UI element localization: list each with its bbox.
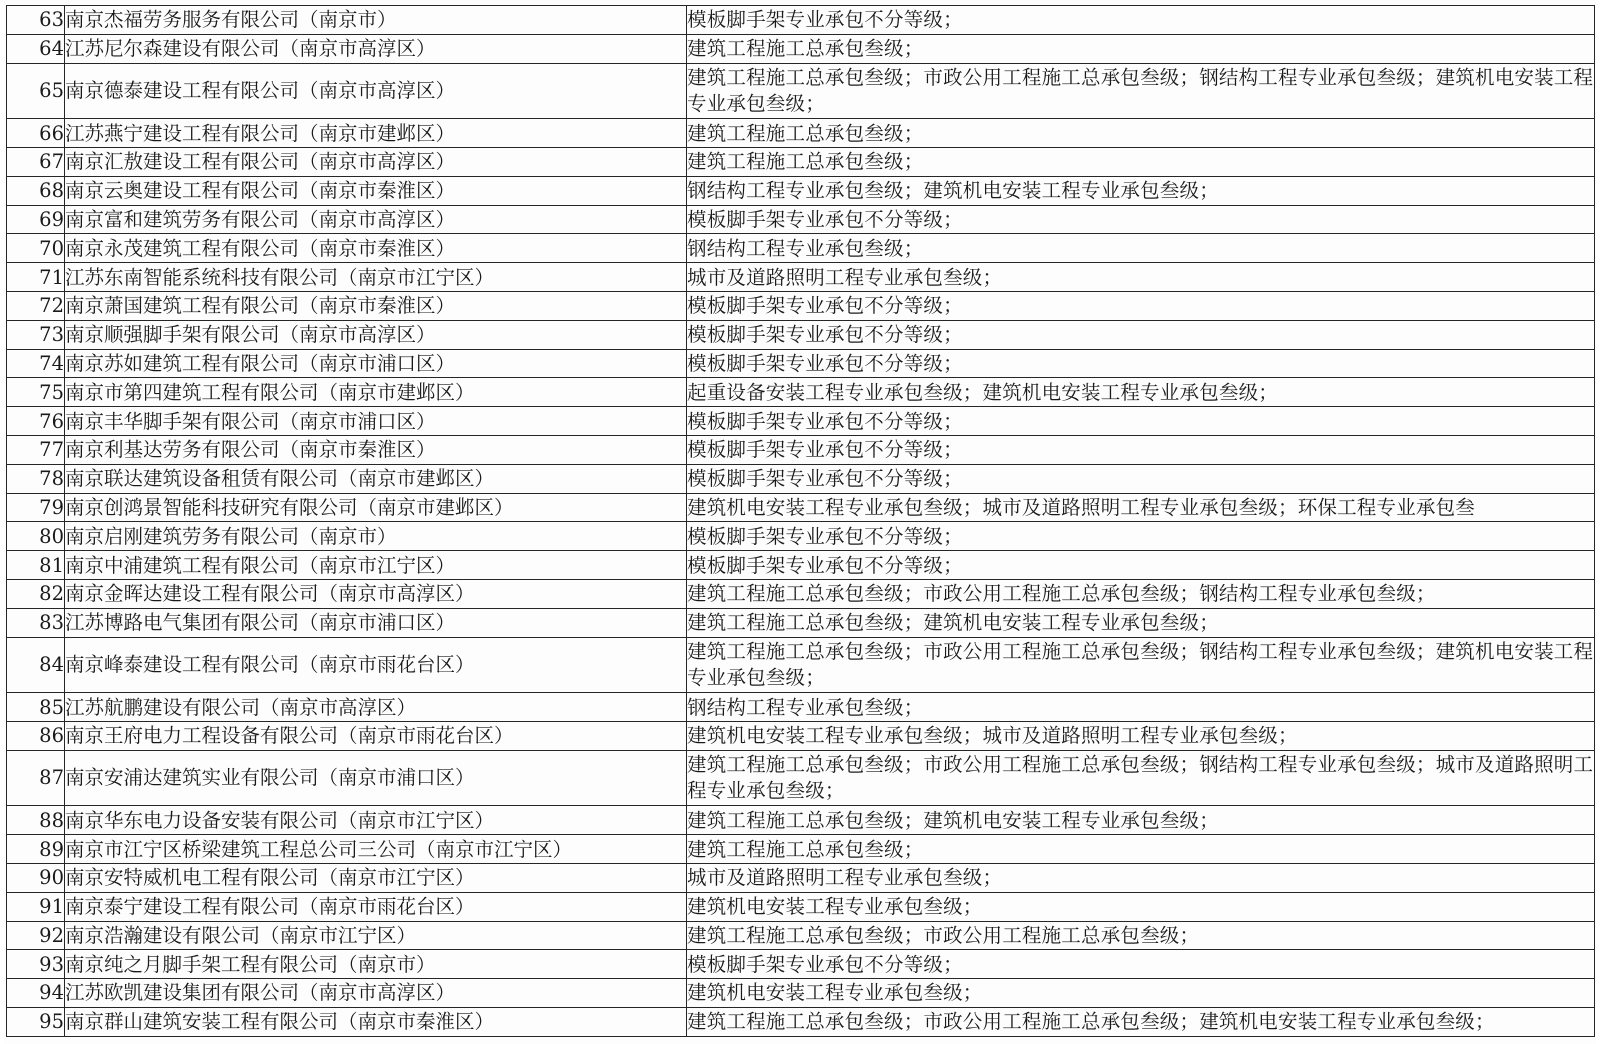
table-row [7, 551, 1595, 580]
row-number: 75 [7, 378, 65, 407]
row-number: 66 [7, 119, 65, 148]
qualification-scope-text: 建筑工程施工总承包叁级；市政公用工程施工总承包叁级；钢结构工程专业承包叁级；城市及道路照明工程专业承包叁级； [687, 753, 1594, 803]
qualification-scope-text: 建筑工程施工总承包叁级；市政公用工程施工总承包叁级；钢结构工程专业承包叁级；建筑机电安装工程专业承包叁级； [687, 65, 1594, 115]
qualification-scope [687, 205, 1595, 234]
qualification-scope [687, 863, 1595, 892]
qualification-scope [687, 349, 1595, 378]
qualification-scope-text: 钢结构工程专业承包叁级； [687, 236, 924, 260]
company-name: 江苏航鹏建设有限公司（南京市高淳区） [65, 693, 687, 722]
company-name: 江苏尼尔森建设有限公司（南京市高淳区） [65, 34, 687, 63]
table-row [7, 806, 1595, 835]
company-name: 江苏东南智能系统科技有限公司（南京市江宁区） [65, 263, 687, 292]
qualification-scope [687, 637, 1595, 693]
qualification-scope [687, 721, 1595, 750]
row-number: 84 [7, 637, 65, 693]
company-name: 南京浩瀚建设有限公司（南京市江宁区） [65, 921, 687, 950]
qualification-scope [687, 263, 1595, 292]
company-name: 南京丰华脚手架有限公司（南京市浦口区） [65, 407, 687, 436]
qualification-scope-text: 建筑工程施工总承包叁级；市政公用工程施工总承包叁级；建筑机电安装工程专业承包叁级； [687, 1010, 1495, 1034]
table-row [7, 721, 1595, 750]
qualification-scope-text: 建筑工程施工总承包叁级；市政公用工程施工总承包叁级；钢结构工程专业承包叁级； [687, 582, 1436, 606]
row-number: 71 [7, 263, 65, 292]
qualification-scope-text: 模板脚手架专业承包不分等级； [687, 467, 963, 491]
row-number: 65 [7, 63, 65, 119]
company-name: 南京永茂建筑工程有限公司（南京市秦淮区） [65, 234, 687, 263]
company-name: 南京华东电力设备安装有限公司（南京市江宁区） [65, 806, 687, 835]
qualification-scope-text: 钢结构工程专业承包叁级； [687, 695, 924, 719]
qualification-scope [687, 835, 1595, 864]
qualification-scope-text: 建筑工程施工总承包叁级；建筑机电安装工程专业承包叁级； [687, 808, 1219, 832]
company-name: 南京纯之月脚手架工程有限公司（南京市） [65, 950, 687, 979]
qualification-scope-text: 模板脚手架专业承包不分等级； [687, 952, 963, 976]
company-name: 南京云奥建设工程有限公司（南京市秦淮区） [65, 176, 687, 205]
row-number: 85 [7, 693, 65, 722]
row-number: 83 [7, 608, 65, 637]
qualification-scope [687, 234, 1595, 263]
table-row [7, 522, 1595, 551]
company-name: 江苏燕宁建设工程有限公司（南京市建邺区） [65, 119, 687, 148]
table-row [7, 637, 1595, 693]
qualification-scope-text: 建筑工程施工总承包叁级；市政公用工程施工总承包叁级；钢结构工程专业承包叁级；建筑机电安装工程专业承包叁级； [687, 639, 1594, 689]
row-number: 64 [7, 34, 65, 63]
qualification-scope [687, 63, 1595, 119]
qualification-scope [687, 147, 1595, 176]
row-number: 74 [7, 349, 65, 378]
qualification-scope [687, 806, 1595, 835]
row-number: 89 [7, 835, 65, 864]
qualification-scope-text: 建筑机电安装工程专业承包叁级； [687, 981, 983, 1005]
row-number: 94 [7, 979, 65, 1008]
qualification-scope [687, 921, 1595, 950]
qualification-scope-text: 模板脚手架专业承包不分等级； [687, 323, 963, 347]
row-number: 79 [7, 493, 65, 522]
qualification-scope-text: 建筑工程施工总承包叁级；建筑机电安装工程专业承包叁级； [687, 611, 1219, 635]
table-row [7, 1007, 1595, 1036]
company-name: 南京群山建筑安装工程有限公司（南京市秦淮区） [65, 1007, 687, 1036]
qualification-scope [687, 551, 1595, 580]
company-name: 南京金晖达建设工程有限公司（南京市高淳区） [65, 579, 687, 608]
table-row [7, 435, 1595, 464]
qualification-scope [687, 34, 1595, 63]
qualification-scope-text: 模板脚手架专业承包不分等级； [687, 524, 963, 548]
table-row [7, 349, 1595, 378]
table-row [7, 6, 1595, 35]
table-row [7, 176, 1595, 205]
row-number: 82 [7, 579, 65, 608]
row-number: 93 [7, 950, 65, 979]
qualification-scope [687, 176, 1595, 205]
qualification-scope-text: 模板脚手架专业承包不分等级； [687, 351, 963, 375]
qualification-scope-text: 建筑工程施工总承包叁级； [687, 837, 924, 861]
row-number: 70 [7, 234, 65, 263]
qualification-scope-text: 建筑工程施工总承包叁级； [687, 150, 924, 174]
qualification-scope-text: 模板脚手架专业承包不分等级； [687, 409, 963, 433]
company-name: 南京市第四建筑工程有限公司（南京市建邺区） [65, 378, 687, 407]
company-name: 南京泰宁建设工程有限公司（南京市雨花台区） [65, 892, 687, 921]
qualification-scope-text: 建筑机电安装工程专业承包叁级；城市及道路照明工程专业承包叁级；环保工程专业承包叁 [687, 495, 1476, 519]
qualification-scope-text: 建筑工程施工总承包叁级； [687, 121, 924, 145]
qualification-scope-text: 城市及道路照明工程专业承包叁级； [687, 866, 1003, 890]
qualification-scope [687, 693, 1595, 722]
qualification-scope [687, 1007, 1595, 1036]
qualification-scope-text: 建筑机电安装工程专业承包叁级； [687, 895, 983, 919]
qualification-scope [687, 750, 1595, 806]
company-name: 南京启刚建筑劳务有限公司（南京市） [65, 522, 687, 551]
row-number: 77 [7, 435, 65, 464]
company-name: 南京顺强脚手架有限公司（南京市高淳区） [65, 320, 687, 349]
company-name: 南京中浦建筑工程有限公司（南京市江宁区） [65, 551, 687, 580]
row-number: 72 [7, 291, 65, 320]
table-row [7, 63, 1595, 119]
qualification-scope [687, 579, 1595, 608]
table-row [7, 950, 1595, 979]
qualification-scope-text: 模板脚手架专业承包不分等级； [687, 207, 963, 231]
qualification-scope-text: 钢结构工程专业承包叁级；建筑机电安装工程专业承包叁级； [687, 179, 1219, 203]
qualification-scope-text: 模板脚手架专业承包不分等级； [687, 438, 963, 462]
qualification-table [6, 5, 1595, 1037]
row-number: 86 [7, 721, 65, 750]
scanned-page [4, 0, 1596, 1044]
table-row [7, 234, 1595, 263]
company-name: 南京安特威机电工程有限公司（南京市江宁区） [65, 863, 687, 892]
qualification-scope [687, 522, 1595, 551]
qualification-scope [687, 493, 1595, 522]
table-row [7, 863, 1595, 892]
company-name: 江苏博路电气集团有限公司（南京市浦口区） [65, 608, 687, 637]
table-row [7, 291, 1595, 320]
table-row [7, 205, 1595, 234]
company-name: 南京汇敖建设工程有限公司（南京市高淳区） [65, 147, 687, 176]
row-number: 69 [7, 205, 65, 234]
company-name: 南京德泰建设工程有限公司（南京市高淳区） [65, 63, 687, 119]
table-row [7, 407, 1595, 436]
row-number: 90 [7, 863, 65, 892]
qualification-scope [687, 979, 1595, 1008]
qualification-scope-text: 建筑机电安装工程专业承包叁级；城市及道路照明工程专业承包叁级； [687, 724, 1298, 748]
qualification-scope [687, 464, 1595, 493]
table-row [7, 608, 1595, 637]
row-number: 95 [7, 1007, 65, 1036]
table-row [7, 147, 1595, 176]
company-name: 南京萧国建筑工程有限公司（南京市秦淮区） [65, 291, 687, 320]
table-row [7, 921, 1595, 950]
table-row [7, 493, 1595, 522]
qualification-scope-text: 起重设备安装工程专业承包叁级；建筑机电安装工程专业承包叁级； [687, 380, 1279, 404]
company-name: 南京峰泰建设工程有限公司（南京市雨花台区） [65, 637, 687, 693]
table-row [7, 119, 1595, 148]
qualification-scope [687, 435, 1595, 464]
table-row [7, 979, 1595, 1008]
qualification-scope-text: 建筑工程施工总承包叁级； [687, 37, 924, 61]
qualification-scope [687, 407, 1595, 436]
row-number: 80 [7, 522, 65, 551]
row-number: 88 [7, 806, 65, 835]
qualification-scope [687, 6, 1595, 35]
company-name: 南京王府电力工程设备有限公司（南京市雨花台区） [65, 721, 687, 750]
row-number: 73 [7, 320, 65, 349]
table-row [7, 263, 1595, 292]
qualification-scope [687, 950, 1595, 979]
qualification-scope-text: 建筑工程施工总承包叁级；市政公用工程施工总承包叁级； [687, 923, 1200, 947]
company-name: 南京市江宁区桥梁建筑工程总公司三公司（南京市江宁区） [65, 835, 687, 864]
row-number: 87 [7, 750, 65, 806]
company-name: 南京利基达劳务有限公司（南京市秦淮区） [65, 435, 687, 464]
qualification-scope-text: 城市及道路照明工程专业承包叁级； [687, 265, 1003, 289]
table-row [7, 892, 1595, 921]
row-number: 68 [7, 176, 65, 205]
company-name: 南京创鸿景智能科技研究有限公司（南京市建邺区） [65, 493, 687, 522]
row-number: 92 [7, 921, 65, 950]
qualification-scope [687, 119, 1595, 148]
row-number: 81 [7, 551, 65, 580]
qualification-scope [687, 378, 1595, 407]
qualification-scope [687, 291, 1595, 320]
table-row [7, 693, 1595, 722]
row-number: 76 [7, 407, 65, 436]
company-name: 南京安浦达建筑实业有限公司（南京市浦口区） [65, 750, 687, 806]
table-row [7, 579, 1595, 608]
qualification-scope [687, 892, 1595, 921]
table-row [7, 320, 1595, 349]
row-number: 63 [7, 6, 65, 35]
qualification-scope-text: 模板脚手架专业承包不分等级； [687, 8, 963, 32]
row-number: 67 [7, 147, 65, 176]
qualification-scope [687, 608, 1595, 637]
table-body [7, 6, 1595, 1037]
qualification-scope [687, 320, 1595, 349]
qualification-scope-text: 模板脚手架专业承包不分等级； [687, 553, 963, 577]
row-number: 91 [7, 892, 65, 921]
company-name: 江苏欧凯建设集团有限公司（南京市高淳区） [65, 979, 687, 1008]
table-row [7, 34, 1595, 63]
company-name: 南京联达建筑设备租赁有限公司（南京市建邺区） [65, 464, 687, 493]
company-name: 南京苏如建筑工程有限公司（南京市浦口区） [65, 349, 687, 378]
qualification-scope-text: 模板脚手架专业承包不分等级； [687, 294, 963, 318]
table-row [7, 464, 1595, 493]
table-row [7, 750, 1595, 806]
table-row [7, 835, 1595, 864]
company-name: 南京富和建筑劳务有限公司（南京市高淳区） [65, 205, 687, 234]
row-number: 78 [7, 464, 65, 493]
table-row [7, 378, 1595, 407]
company-name: 南京杰福劳务服务有限公司（南京市） [65, 6, 687, 35]
